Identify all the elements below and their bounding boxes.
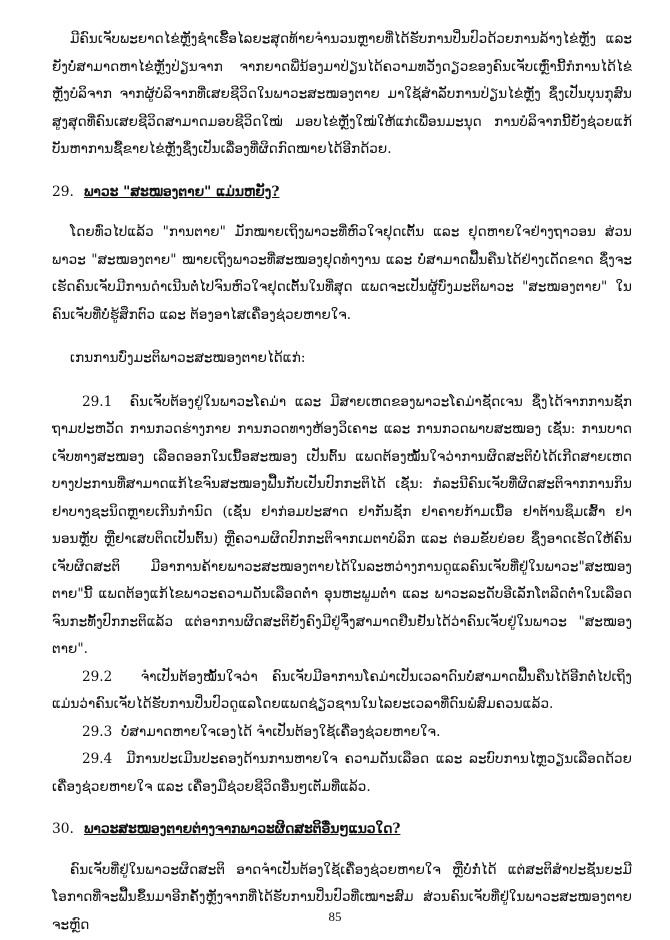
section-30-paragraph: ຄົນເຈັບທີ່ຢູ່ໃນພາວະຜິດສະຕິ ອາດຈໍາເປັນຕ້ອງໃຊ້ເຄື່ອງຊ່ວຍຫາຍໃຈ ຫຼືບໍ່ກໍ່ໄດ້ ແຕ່ສະຕິສໍາປະຊັນຍະມີໂອກາດທີ່ຈະຟື້ນຂຶ້ນມາອີກຄັ້ງຫຼັງຈາກທີ່ໄດ້ຮັບການປິ່ນປົວທີ່ເໝາະສົມ ສ່ວນຄົນເຈັບທີ່ຢູ່ໃນພາວະສະໝອງຕາຍຈະຫຼົດ (52, 861, 632, 933)
criteria-item-29-4 (52, 746, 632, 801)
item-number: 29.3 (82, 723, 113, 740)
item-text: ຈໍາເປັນຕ້ອງໝັ້ນໃຈວ່າ ຄົນເຈັບມີອາການໂຄມ່າເປັນເວລາດົນບໍ່ສາມາດຟື້ນຄືນໄດ້ອີກຕໍ່ໄປເຖິງແມ່ນວ່າຄົນເຈັບໄດ້ຮັບການປິ່ນປົວດູແລໂດຍແພດຊ່ຽວຊານໃນໄລຍະເວລາທີ່ດົນພໍສົມຄວນແລ້ວ. (52, 668, 632, 712)
criteria-item-29-3 (52, 719, 632, 747)
item-number: 29.2 (82, 668, 113, 685)
item-text: ຄົນເຈັບຕ້ອງຢູ່ໃນພາວະໂຄມ່າ ແລະ ມີສາຍເຫດຂອງພາວະໂຄມ່າຊັດເຈນ ຊຶ່ງໄດ້ຈາກການຊັກຖາມປະຫວັດ ການກວດຮ່າງກາຍ ການກວດທາງຫ້ອງວິເຄາະ ແລະ ການກວດພາບສະໝອງ ເຊັ່ນ: ການບາດເຈັບທາງສະໝອງ ເລືອດອອກໃນເນື້ອສະໝອງ ເປັນຕົ້ນ ແພດຕ້ອງໝັ້ນໃຈວ່າການຜິດສະຕິບໍ່ໄດ້ເກີດສາຍເຫດບາງປະການທີ່ສາມາດແກ້ໄຂຈົນສະໝອງຟື້ນກັບເປັນປົກກະຕິໄດ້ ເຊັ່ນ: ກໍລະນີຄົນເຈັບທີ່ຜິດສະຕິຈາກການກິນຢາບາງຊະນິດຫຼາຍເກີນກໍານົດ (ເຊັ່ນ ຢາກ່ອມປະສາດ ຢາກັນຊັກ ຢາຄາຍກ້າມເນື້ອ ຢາຕ້ານຊຶມເສົ້າ ຢານອນຫຼັບ ຫຼືຢາເສບຕິດເປັນຕົ້ນ) ຫຼືຄວາມຜິດປົກກະຕິຈາກເມຕາບໍລິກ ແລະ ຕ່ອມຂັບຍ່ອຍ ຊຶ່ງອາດເຮັດໃຫ້ຄົນເຈັບຜິດສະຕິ ມີອາການຄ້າຍພາວະສະໝອງຕາຍໄດ້ໃນລະຫວ່າງການດູແລຄົນເຈັບທີ່ຢູ່ໃນພາວະ"ສະໝອງຕາຍ"ນີ້ ແພດຕ້ອງແກ້ໄຂພາວະຄວາມດັນເລືອດຕໍ່າ ອຸນຫະພູມຕໍ່າ ແລະ ພາວະລະດັບອີເລັກໂຕລີດຕໍ່າໃນເລືອດ ຈົນກະທັ້ງປົກກະຕິແລ້ວ ແຕ່ອາການຜິດສະຕິຍັງຄົງມີຢູ່ຈຶ່ງສາມາດຢືນຢັນໄດ້ວ່າຄົນເຈັບຢູ່ໃນພາວະ "ສະໝອງຕາຍ". (52, 393, 632, 657)
criteria-intro: ເກນການບົ່ງມະຕິພາວະສະໝອງຕາຍໄດ້ແກ່: (70, 350, 306, 366)
section-29-paragraph: ໂດຍທົ່ວໄປແລ້ວ "ການຕາຍ" ມັກໝາຍເຖິງພາວະທີ່ຫົວໃຈຢຸດເຕັ້ນ ແລະ ຢຸດຫາຍໃຈຢ່າງຖາວອນ ສ່ວນພາວະ "ສະໝອງຕາຍ" ໝາຍເຖິງພາວະທີ່ສະໝອງຢຸດທໍາງານ ແລະ ບໍ່ສາມາດຟື້ນຄືນໄດ້ຢ່າງເດັດຂາດ ຊຶ່ງຈະເຮັດຄົນເຈັບມີການດໍາເນີນຕໍ່ໄປຈົນຫົວໃຈຢຸດເຕັ້ນໃນທີ່ສຸດ ແພດຈະເປັນຜູ້ບົ່ງມະຕິພາວະ "ສະໝອງຕາຍ" ໃນຄົນເຈັບທີ່ບໍ່ຮູ້ສຶກຕົວ ແລະ ຕ້ອງອາໄສເຄື່ອງຊ່ວຍຫາຍໃຈ. (52, 224, 632, 323)
item-number: 29.1 (82, 393, 113, 410)
item-text: ມີການປະເມີນປະຄອງດ້ານການຫາຍໃຈ ຄວາມດັນເລືອດ ແລະ ລະບົບການໄຫຼວຽນເລືອດດ້ວຍເຄື່ອງຊ່ວຍຫາຍໃຈ ແລະ ເຄື່ອງມືຊ່ວຍຊີວິດອື່ນໆເຕັມທີ່ແລ້ວ. (52, 751, 632, 795)
section-30-heading (52, 816, 632, 844)
page-number: 85 (328, 908, 342, 924)
criteria-item-29-1 (52, 389, 632, 664)
section-30-title: ພາວະສະໝອງຕາຍຕ່າງຈາກພາວະຜິດສະຕິອື່ນໆແນວໃດ? (83, 821, 401, 837)
item-text: ບໍ່ສາມາດຫາຍໃຈເອງໄດ້ ຈໍາເປັນຕ້ອງໃຊ້ເຄື່ອງຊ່ວຍຫາຍໃຈ. (120, 723, 441, 740)
criteria-item-29-2 (52, 664, 632, 719)
section-29-title: ພາວະ "ສະໝອງຕາຍ" ແມ່ນຫຍັງ? (83, 183, 280, 200)
section-29-heading (52, 179, 632, 207)
section-30-number: 30. (52, 821, 74, 837)
intro-paragraph: ມີຄົນເຈັບພະຍາດໄຂ່ຫຼັງຊໍາເຮື້ອໄລຍະສຸດທ້າຍຈໍານວນຫຼາຍທີ່ໄດ້ຮັບການປິ່ນປົວດ້ວຍການລ້າງໄຂ່ຫຼັງ ແລະ ຍັງບໍ່ສາມາດຫາໄຂ່ຫຼັງປ່ຽນຈາກ ຈາກຍາດພີ່ນ້ອງມາປ່ຽນໄດ້ຄວາມທວັງດຽວຂອງຄົນເຈັບເຫຼົ່ານີ້ກໍການໄດ້ໄຂ່ຫຼັງບໍລິຈາກ ຈາກຜູ້ບໍລິຈາກທີ່ເສຍຊີວິດໃນພາວະສະໝອງຕາຍ ມາໃຊ້ສໍາລັບການປ່ຽນໄຂ່ຫຼັງ ຊຶ່ງເປັນບຸນກຸສົນສູງສຸດທີ່ຄົນເສຍຊີວິດສາມາດມອບຊີວິດໃໝ່ ມອບໄຂ່ຫຼັງໃໝ່ໃຫ້ແກ່ເພື່ອນມະນຸດ ການບໍລິຈາກນີ້ຍັງຊ່ວຍແກ້ບັນຫາການຊື້ຂາຍໄຂ່ຫຼັງຊຶ່ງເປັນເລື່ອງທີ່ຜິດກົດໝາຍໄດ້ອີກດ້ວຍ. (52, 31, 632, 157)
item-number: 29.4 (82, 751, 113, 767)
section-29-number: 29. (52, 183, 74, 200)
